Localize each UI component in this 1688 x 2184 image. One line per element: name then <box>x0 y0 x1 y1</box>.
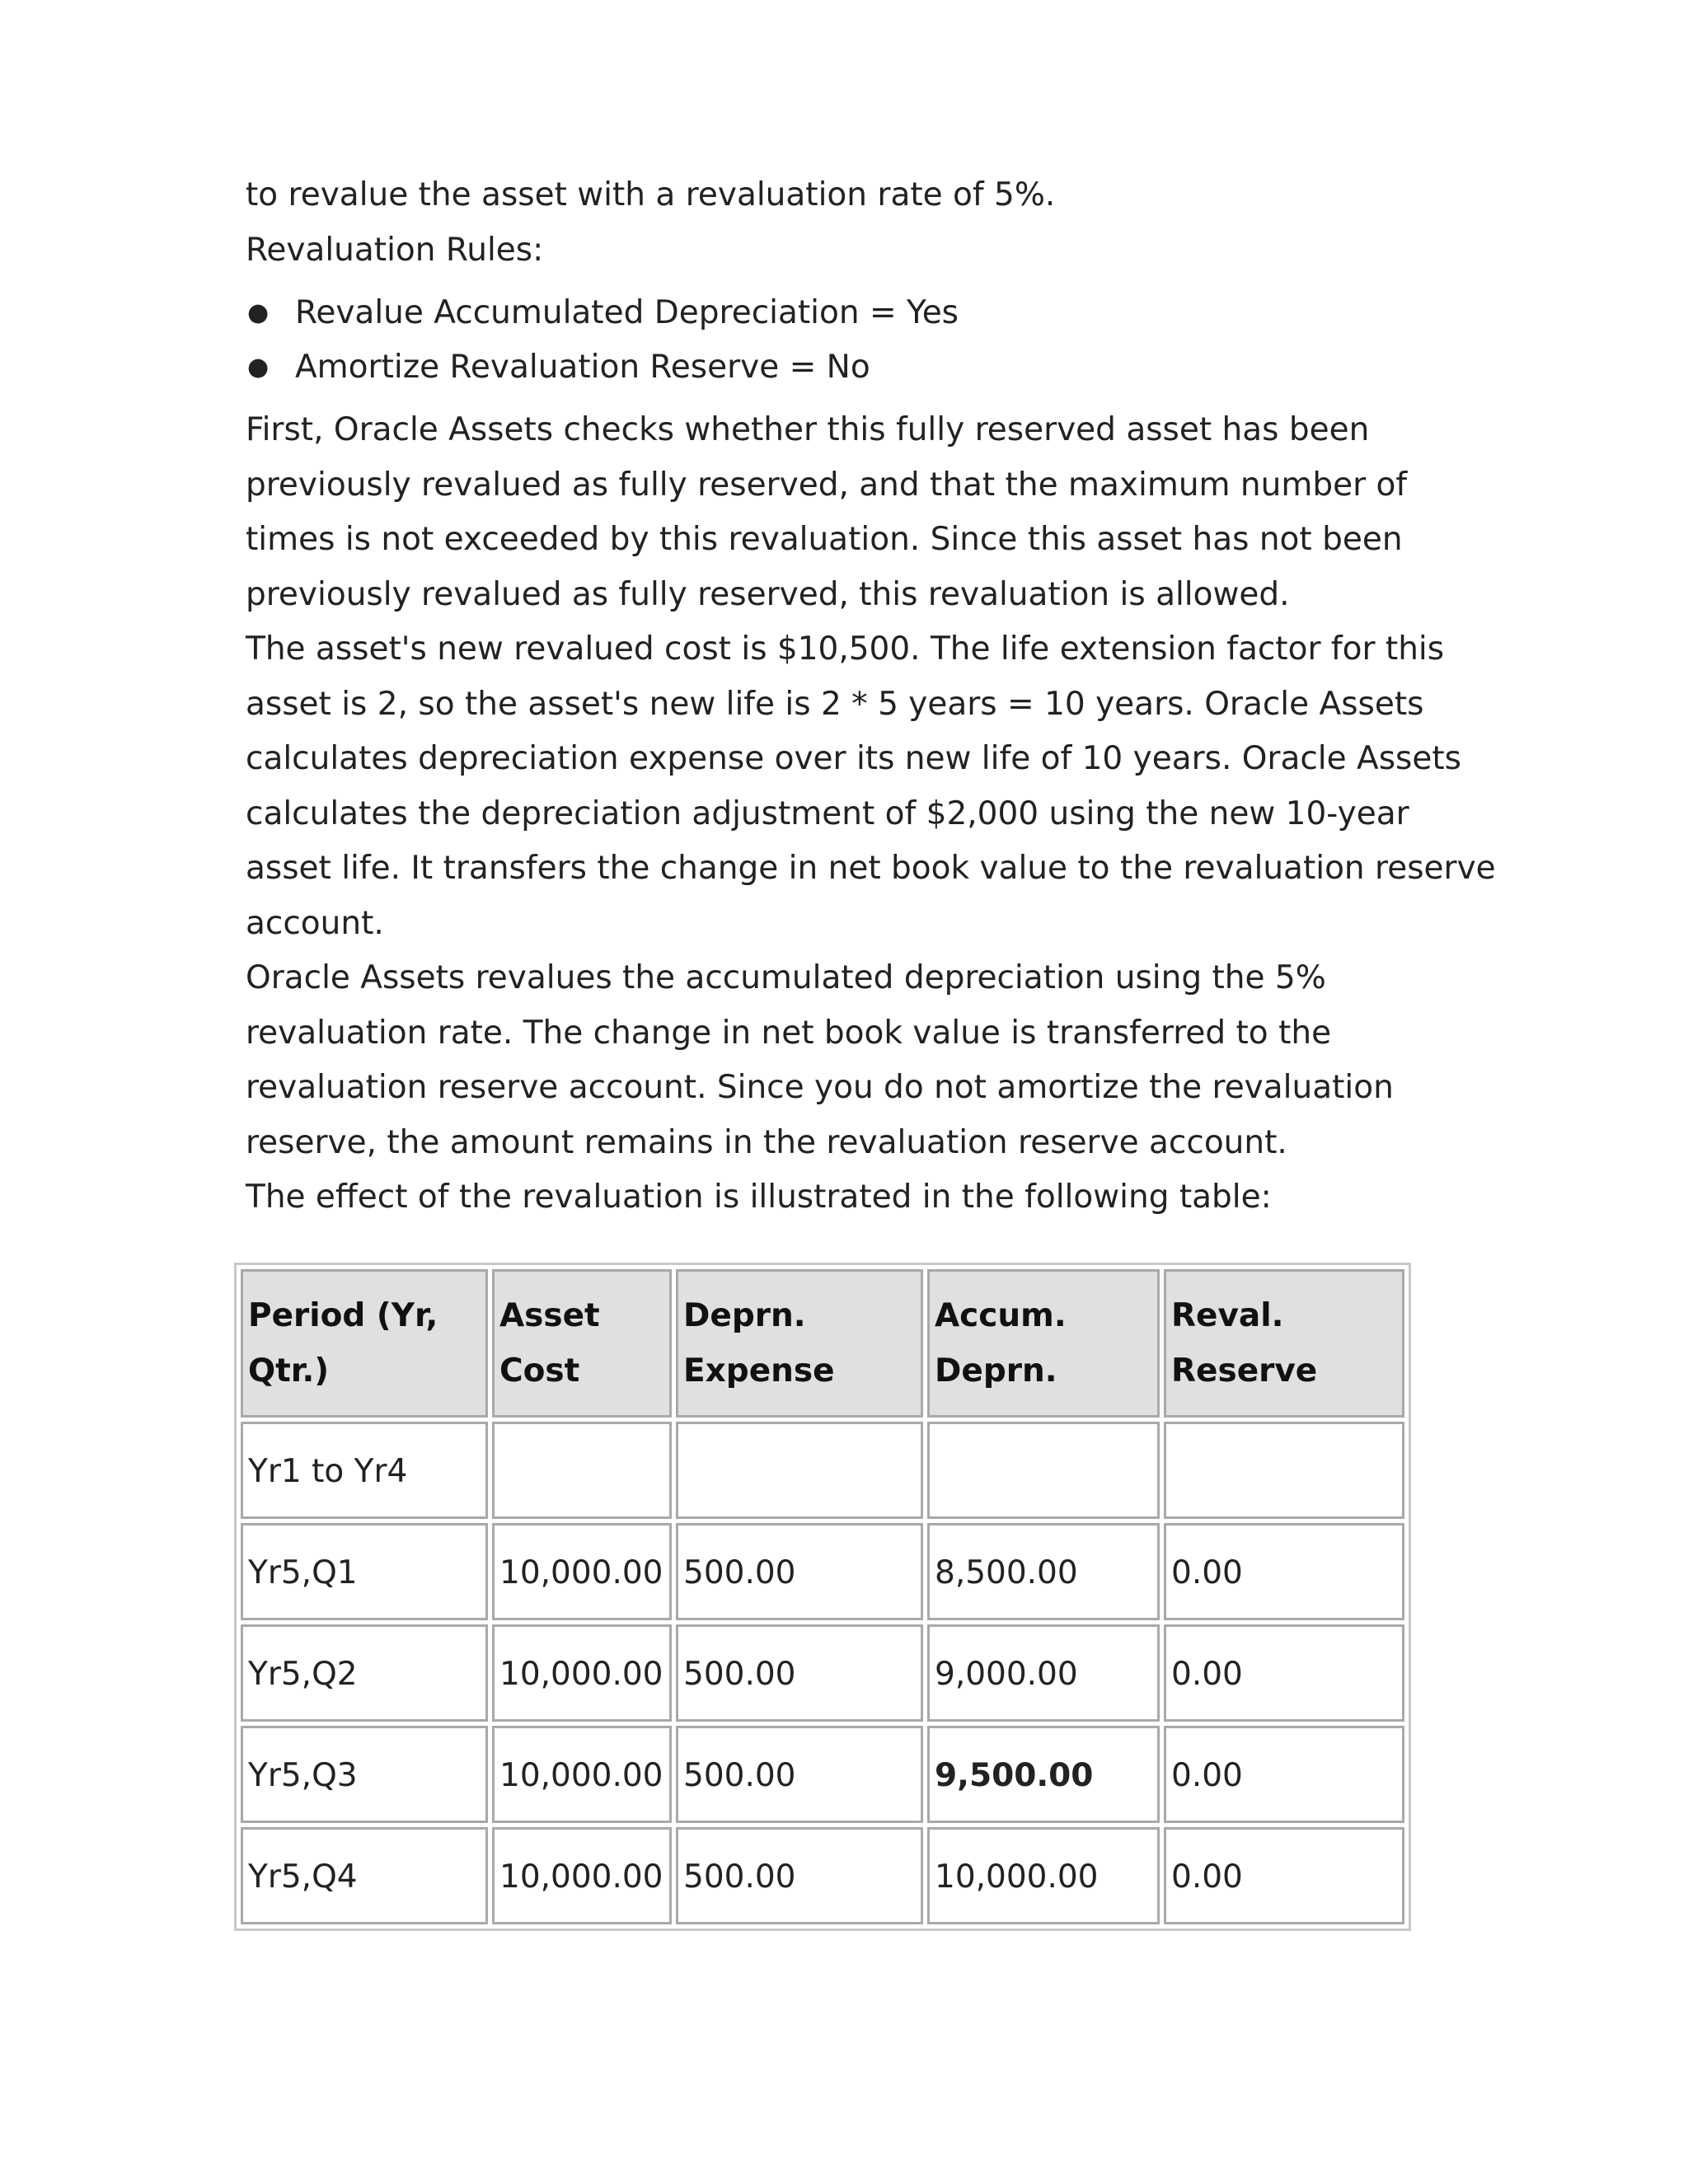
header-line: Accum. <box>935 1297 1067 1334</box>
table-row <box>241 1422 1404 1519</box>
cell-period: Yr5,Q1 <box>241 1523 488 1620</box>
paragraph-line: asset is 2, so the asset's new life is 2 * 5 years = 10 years. Oracle Assets <box>246 685 1424 723</box>
cell-asset-cost: 10,000.00 <box>492 1827 672 1924</box>
paragraph-line: revaluation reserve account. Since you do not amortize the revaluation <box>246 1069 1394 1106</box>
paragraph-line: revaluation rate. The change in net book value is transferred to the <box>246 1014 1332 1052</box>
header-line: Reserve <box>1171 1352 1318 1390</box>
cell-accum-deprn: 9,000.00 <box>927 1624 1160 1722</box>
header-reval-reserve <box>1164 1269 1404 1418</box>
paragraph-line: Oracle Assets revalues the accumulated depreciation using the 5% <box>246 959 1326 996</box>
cell-asset-cost <box>492 1422 672 1519</box>
cell-period: Yr1 to Yr4 <box>241 1422 488 1519</box>
cell-accum-deprn: 8,500.00 <box>927 1523 1160 1620</box>
paragraph-line: asset life. It transfers the change in net book value to the revaluation reserve <box>246 850 1496 887</box>
header-line: Cost <box>499 1352 580 1390</box>
header-line: Reval. <box>1171 1297 1284 1334</box>
cell-accum-deprn: 9,500.00 <box>927 1726 1160 1823</box>
cell-deprn-expense <box>676 1422 923 1519</box>
revaluation-effect-table <box>234 1263 1411 1931</box>
rules-list <box>246 286 1449 395</box>
cell-deprn-expense: 500.00 <box>676 1827 923 1924</box>
document-body <box>246 168 1496 1226</box>
paragraph-line: account. <box>246 904 384 942</box>
table-row <box>241 1726 1404 1823</box>
header-line: Qtr.) <box>248 1352 330 1390</box>
cell-reval-reserve: 0.00 <box>1164 1523 1404 1620</box>
table-row <box>241 1827 1404 1924</box>
header-asset-cost <box>492 1269 672 1418</box>
paragraph-line: times is not exceeded by this revaluation. Since this asset has not been <box>246 521 1403 558</box>
rule-text: Revalue Accumulated Depreciation = Yes <box>295 294 959 331</box>
bullet-icon: ● <box>247 353 270 382</box>
header-line: Expense <box>683 1352 835 1390</box>
paragraph-line: First, Oracle Assets checks whether this fully reserved asset has been <box>246 411 1370 448</box>
paragraph-line: previously revalued as fully reserved, and that the maximum number of <box>246 466 1408 504</box>
table-row <box>241 1523 1404 1620</box>
paragraph-new-cost <box>246 622 1496 951</box>
cell-deprn-expense: 500.00 <box>676 1523 923 1620</box>
paragraph-line: The asset's new revalued cost is $10,500. The life extension factor for this <box>246 630 1445 668</box>
cell-deprn-expense: 500.00 <box>676 1726 923 1823</box>
header-line: Asset <box>499 1297 600 1334</box>
paragraph-line: calculates depreciation expense over its new life of 10 years. Oracle Assets <box>246 740 1461 777</box>
paragraph-line: calculates the depreciation adjustment of $2,000 using the new 10-year <box>246 794 1409 832</box>
header-line: Deprn. <box>935 1352 1057 1390</box>
cell-accum-deprn: 10,000.00 <box>927 1827 1160 1924</box>
header-period <box>241 1269 488 1418</box>
header-line: Period (Yr, <box>248 1297 438 1334</box>
table-caption: The effect of the revaluation is illustrated in the following table: <box>246 1179 1272 1216</box>
table-header-row <box>241 1269 1404 1418</box>
list-item <box>246 286 1449 340</box>
paragraph-eligibility <box>246 403 1449 622</box>
paragraph-line: reserve, the amount remains in the revaluation reserve account. <box>246 1123 1287 1161</box>
cell-reval-reserve: 0.00 <box>1164 1624 1404 1722</box>
cell-accum-deprn <box>927 1422 1160 1519</box>
rule-text: Amortize Revaluation Reserve = No <box>295 349 870 386</box>
cell-asset-cost: 10,000.00 <box>492 1523 672 1620</box>
cell-period: Yr5,Q3 <box>241 1726 488 1823</box>
rules-heading: Revaluation Rules: <box>246 231 544 269</box>
cell-deprn-expense: 500.00 <box>676 1624 923 1722</box>
header-deprn-expense <box>676 1269 923 1418</box>
header-accum-deprn <box>927 1269 1160 1418</box>
bullet-icon: ● <box>247 298 270 327</box>
cell-reval-reserve: 0.00 <box>1164 1827 1404 1924</box>
cell-reval-reserve <box>1164 1422 1404 1519</box>
cell-period: Yr5,Q2 <box>241 1624 488 1722</box>
intro-line: to revalue the asset with a revaluation rate of 5%. <box>246 176 1056 213</box>
list-item <box>246 340 1449 395</box>
cell-asset-cost: 10,000.00 <box>492 1726 672 1823</box>
cell-period: Yr5,Q4 <box>241 1827 488 1924</box>
table-row <box>241 1624 1404 1722</box>
header-line: Deprn. <box>683 1297 806 1334</box>
paragraph-line: previously revalued as fully reserved, this revaluation is allowed. <box>246 575 1290 613</box>
cell-asset-cost: 10,000.00 <box>492 1624 672 1722</box>
paragraph-accumulated <box>246 951 1449 1170</box>
cell-reval-reserve: 0.00 <box>1164 1726 1404 1823</box>
